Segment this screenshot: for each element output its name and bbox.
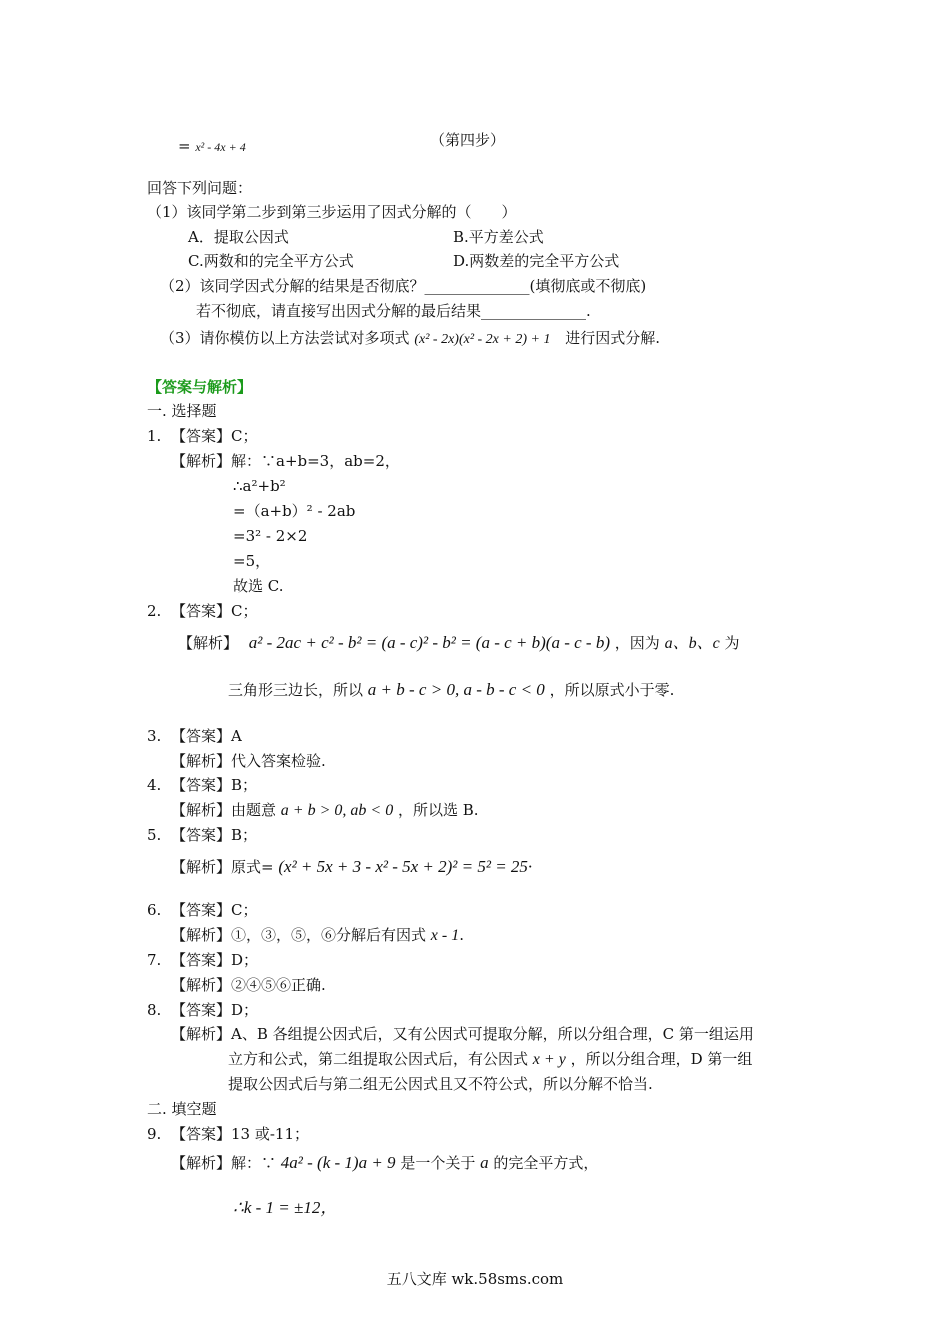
a4-answer: 【答案】B； [171, 776, 258, 794]
a9-explanation [171, 1153, 598, 1173]
step4-label: （第四步） [430, 131, 506, 149]
a8-line-2-text: 立方和公式，第二组提取公因式后，有公因式 [228, 1050, 529, 1068]
question-2: （2）该同学因式分解的结果是否彻底？______________(填彻底或不彻底) [160, 277, 647, 295]
question-3 [160, 328, 660, 350]
a7-number: 7. [147, 951, 162, 969]
a5-expr: (x² + 5x + 3 - x² - 5x + 2)² = 5² = 25· [278, 857, 533, 876]
a3-explanation: 【解析】代入答案检验. [171, 752, 326, 770]
a5-number: 5. [147, 826, 162, 844]
a1-line-5: =5， [233, 552, 271, 570]
a3-answer: 【答案】A [171, 727, 242, 745]
a1-line-1: 【解析】解：∵a+b=3，ab=2， [171, 452, 400, 470]
a6-explanation [171, 925, 464, 946]
option-d: D.两数差的完全平方公式 [453, 252, 620, 270]
a9-var: a [480, 1153, 489, 1172]
q3-tail: 进行因式分解. [565, 329, 661, 347]
step4-prefix: = [178, 137, 191, 155]
a2-tail-1: ，因为 [614, 634, 660, 652]
a8-line-2-tail: ，所以分组合理，D 第一组 [570, 1050, 753, 1068]
a3-number: 3. [147, 727, 162, 745]
a8-expr: x + y [532, 1051, 566, 1068]
a8-line-1: 【解析】A、B 各组提公因式后，又有公因式可提取分解，所以分组合理，C 第一组运用 [171, 1025, 754, 1043]
a7-answer: 【答案】D； [171, 951, 259, 969]
a2-line-2 [228, 680, 674, 700]
a4-exp-tail: ，所以选 B. [397, 801, 479, 819]
a1-line-6: 故选 C. [233, 577, 284, 595]
a8-line-2 [228, 1049, 752, 1070]
a9-expr: 4a² - (k - 1)a + 9 [280, 1153, 396, 1172]
a2-vars: a、b、c [664, 635, 720, 652]
a8-answer: 【答案】D； [171, 1001, 259, 1019]
section-2-title: 二. 填空题 [147, 1100, 217, 1118]
q3-expr: (x² - 2x)(x² - 2x + 2) + 1 [414, 332, 551, 347]
a1-line-2: ∴a²+b² [233, 477, 286, 495]
section-1-title: 一. 选择题 [147, 402, 217, 420]
a5-explanation [171, 857, 532, 877]
a2-explanation [178, 633, 739, 654]
a6-answer: 【答案】C； [171, 901, 258, 919]
a1-answer: 【答案】C； [171, 427, 258, 445]
a6-exp-tail: . [459, 926, 465, 944]
a8-number: 8. [147, 1001, 162, 1019]
step4-expr: x² - 4x + 4 [195, 140, 246, 154]
a9-answer: 【答案】13 或-11； [171, 1125, 310, 1143]
a4-number: 4. [147, 776, 162, 794]
a4-explanation [171, 800, 479, 821]
problem-intro: 回答下列问题： [147, 179, 253, 197]
a2-number: 2. [147, 602, 162, 620]
a5-answer: 【答案】B； [171, 826, 258, 844]
a6-expr: x - 1 [430, 927, 460, 944]
a9-line-2: ∴k - 1 = ±12， [233, 1198, 338, 1217]
a9-exp-text: 【解析】解：∵ [171, 1154, 277, 1172]
option-c: C.两数和的完全平方公式 [188, 252, 354, 270]
a9-exp-tail: 的完全平方式， [493, 1154, 599, 1172]
a1-line-4: =3² - 2×2 [233, 527, 308, 545]
a4-exp-text: 【解析】由题意 [171, 801, 277, 819]
a6-exp-text: 【解析】①，③，⑤，⑥分解后有因式 [171, 926, 427, 944]
question-2b: 若不彻底，请直接写出因式分解的最后结果______________. [196, 302, 591, 320]
option-a: A．提取公因式 [188, 228, 289, 246]
a2-answer: 【答案】C； [171, 602, 258, 620]
a5-exp-text: 【解析】原式= [171, 858, 274, 876]
a9-exp-mid: 是一个关于 [400, 1154, 476, 1172]
a4-expr: a + b > 0, ab < 0 [280, 802, 394, 819]
footer-watermark: 五八文库 wk.58sms.com [386, 1270, 564, 1288]
a8-line-3: 提取公因式后与第二组无公因式且又不符公式，所以分解不恰当. [228, 1075, 653, 1093]
a9-number: 9. [147, 1125, 162, 1143]
a2-line-2-expr: a + b - c > 0, a - b - c < 0 [367, 680, 545, 699]
a6-number: 6. [147, 901, 162, 919]
a2-tag: 【解析】 [178, 634, 239, 652]
a1-line-3: =（a+b）² - 2ab [233, 502, 356, 520]
option-b: B.平方差公式 [453, 228, 544, 246]
question-1: （1）该同学第二步到第三步运用了因式分解的（ ） [147, 203, 517, 221]
a2-line-2-text: 三角形三边长，所以 [228, 681, 364, 699]
step4-line [178, 136, 246, 157]
q3-text: （3）请你模仿以上方法尝试对多项式 [160, 329, 410, 347]
a7-explanation: 【解析】②④⑤⑥正确. [171, 976, 326, 994]
answers-heading: 【答案与解析】 [147, 378, 253, 396]
a2-tail-2: 为 [724, 634, 740, 652]
a2-line-2-tail: ，所以原式小于零. [549, 681, 675, 699]
a2-expr: a² - 2ac + c² - b² = (a - c)² - b² = (a - c + b)(a - c - b) [248, 633, 610, 652]
a1-number: 1. [147, 427, 162, 445]
